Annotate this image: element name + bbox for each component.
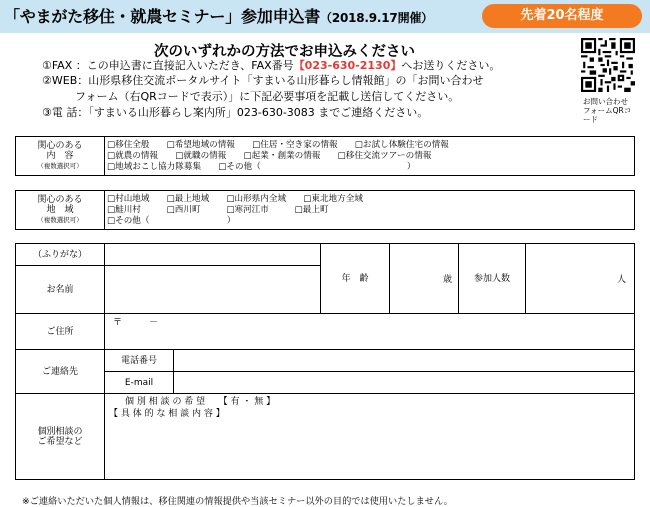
participants-label: 参加人数 (459, 244, 526, 314)
phone-label: 電話番号 (105, 350, 174, 372)
age-field[interactable] (390, 244, 459, 314)
web-method-line2: フォーム（右QRコードで表示）」に下記必要事項を記載し送信してください。 (75, 90, 460, 103)
interest-label: 関心のある 内 容 （複数選択可） (16, 137, 105, 176)
consultation-detail: 【 具 体 的 な 相 談 内 容 】 (109, 409, 225, 419)
interest-table (15, 136, 635, 176)
phone-field[interactable] (174, 350, 635, 372)
registration-table (15, 243, 635, 480)
age-label: 年 齢 (321, 244, 390, 314)
interest-row-1[interactable]: □移住全般 □希望地域の情報 □住居・空き家の情報 □お試し体験住宅の情報 (107, 139, 449, 150)
fax-text: ①FAX ：この申込書に直接記入いただき、FAX番号 (42, 59, 294, 72)
qr-caption: お問い合わせフォームQRコード (583, 97, 632, 124)
consultation-field[interactable] (105, 394, 635, 480)
web-method-line1: ②WEB：山形県移住交流ポータルサイト「すまいる山形暮らし情報館」の「お問い合わせ (42, 74, 484, 87)
consultation-wish[interactable]: 個 別 相 談 の 希 望 【 有 ・ 無 】 (125, 397, 276, 407)
fax-number: 【023-630-2130】 (293, 59, 402, 72)
qr-code[interactable] (581, 38, 635, 92)
furigana-label: （ふりがな） (16, 244, 105, 266)
region-row-1[interactable]: □村山地域 □最上地域 □山形県内全域 □東北地方全域 (107, 193, 363, 204)
furigana-field[interactable] (105, 244, 321, 266)
title-text: 「やまがた移住・就農セミナー」参加申込書 (4, 7, 321, 26)
interest-row-2[interactable]: □就農の情報 □就職の情報 □起業・創業の情報 □移住交流ツアーの情報 (107, 150, 432, 161)
region-row-3[interactable]: □その他（ ） (107, 215, 236, 226)
interest-row-3[interactable]: □地域おこし協力隊募集 □その他（ ） (107, 161, 416, 172)
name-field[interactable] (105, 266, 321, 314)
participants-unit: 人 (616, 275, 626, 285)
email-field[interactable] (174, 372, 635, 394)
region-options[interactable] (105, 191, 635, 230)
instructions-heading: 次のいずれかの方法でお申込みください (154, 44, 415, 60)
privacy-footnote: ※ご連絡いただいた個人情報は、移住関連の情報提供や当該セミナー以外の目的では使用いたしません。 (22, 496, 453, 507)
event-date: （2018.9.17開催） (320, 11, 433, 25)
fax-method (42, 58, 500, 73)
consultation-label: 個別相談の ご希望など (16, 394, 105, 480)
address-field[interactable] (105, 314, 635, 350)
form-title (4, 4, 433, 27)
name-label: お名前 (16, 266, 105, 314)
postal-mark: 〒 － (113, 318, 159, 328)
email-label: E-mail (105, 372, 174, 394)
age-unit: 歳 (442, 275, 452, 285)
fax-text-end: へお送りください。 (401, 59, 501, 72)
region-row-2[interactable]: □鮭川村 □西川町 □寒河江市 □最上町 (107, 204, 329, 215)
contact-label: ご連絡先 (16, 350, 105, 394)
capacity-badge: 先着20名程度 (482, 4, 642, 28)
region-table (15, 190, 635, 230)
interest-options[interactable] (105, 137, 635, 176)
participants-field[interactable] (526, 244, 635, 314)
tel-method: ③電 話：「すまいる山形暮らし案内所」023-630-3083 までご連絡ください。 (42, 106, 429, 119)
address-label: ご住所 (16, 314, 105, 350)
region-label: 関心のある 地 域 （複数選択可） (16, 191, 105, 230)
